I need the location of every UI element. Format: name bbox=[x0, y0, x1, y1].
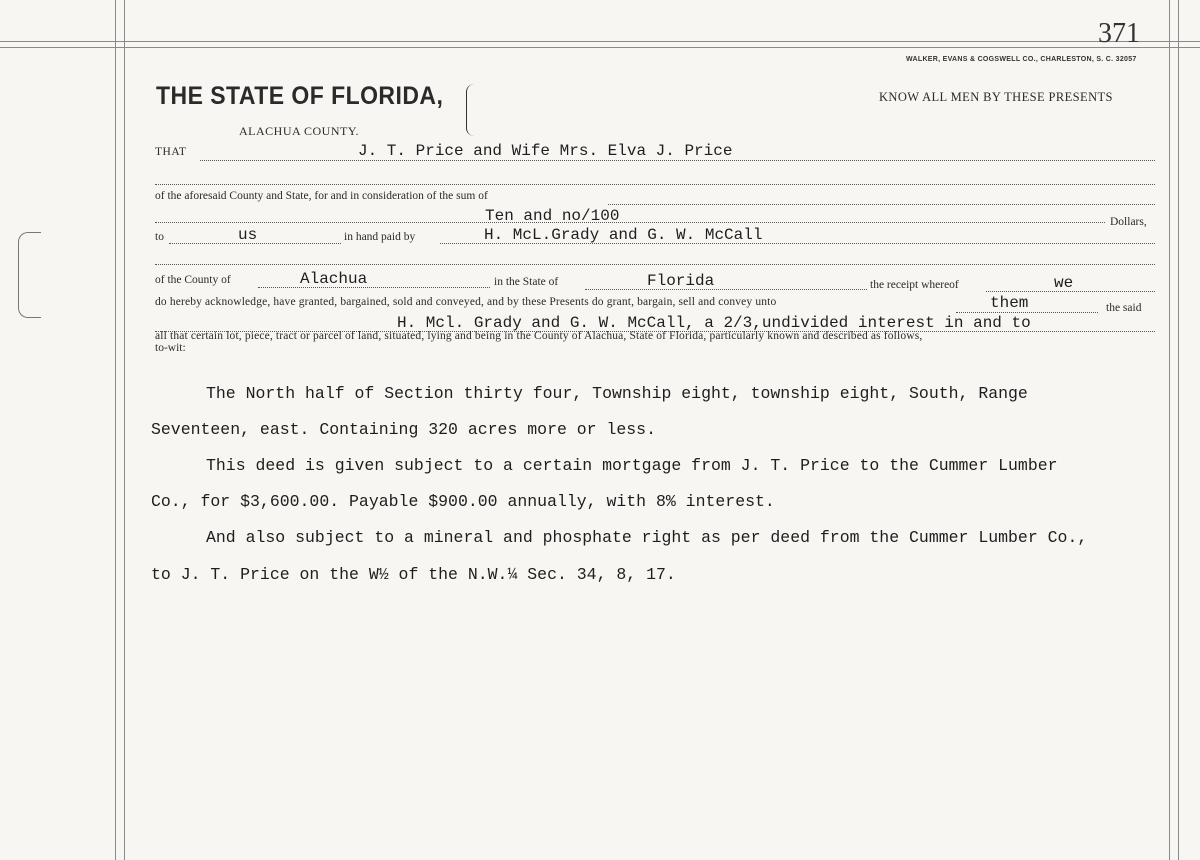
that-label: THAT bbox=[155, 146, 187, 158]
county-heading: ALACHUA COUNTY. bbox=[239, 124, 359, 138]
to-field: us bbox=[238, 226, 258, 244]
heading-brace bbox=[466, 84, 477, 136]
blank-line-2 bbox=[155, 264, 1155, 265]
page-number: 371 bbox=[1098, 18, 1140, 49]
unto-line bbox=[956, 312, 1098, 313]
right-margin-rule bbox=[1169, 0, 1170, 860]
dollars-label: Dollars, bbox=[1110, 216, 1147, 228]
printer-imprint: WALKER, EVANS & COGSWELL CO., CHARLESTON, S. C. 32057 bbox=[906, 56, 1137, 63]
state-heading: THE STATE OF FLORIDA, bbox=[156, 82, 444, 110]
top-rule bbox=[0, 41, 1200, 42]
binding-clip-mark bbox=[18, 232, 41, 318]
left-margin-rule-inner bbox=[124, 0, 125, 860]
to-label: to bbox=[155, 231, 164, 243]
sum-line bbox=[155, 222, 1105, 223]
know-all-heading: KNOW ALL MEN BY THESE PRESENTS bbox=[879, 90, 1113, 104]
description-line-6: to J. T. Price on the W½ of the N.W.¼ Sec. 34, 8, 17. bbox=[151, 565, 676, 584]
county-of-label: of the County of bbox=[155, 274, 231, 286]
description-line-1: The North half of Section thirty four, Township eight, township eight, South, Range bbox=[206, 384, 1028, 403]
consideration-label: of the aforesaid County and State, for and in consideration of the sum of bbox=[155, 190, 488, 202]
the-said-label: the said bbox=[1106, 302, 1142, 314]
all-that-text: all that certain lot, piece, tract or parcel of land, situated, lying and being in the County of Alachua, State of Florida, particularly known and described as follows, bbox=[155, 330, 923, 342]
state-of-label: in the State of bbox=[494, 276, 559, 288]
state-field: Florida bbox=[647, 272, 715, 290]
description-line-5: And also subject to a mineral and phosphate right as per deed from the Cummer Lumber Co., bbox=[206, 528, 1088, 547]
consideration-line bbox=[608, 204, 1155, 205]
grantees-field: H. Mcl. Grady and G. W. McCall, a 2/3,undivided interest in and to bbox=[397, 314, 1031, 332]
receipt-label: the receipt whereof bbox=[870, 279, 959, 291]
right-margin-rule-outer bbox=[1178, 0, 1179, 860]
acknowledge-text: do hereby acknowledge, have granted, bargained, sold and conveyed, and by these Presents do grant, bargain, sell and convey unto bbox=[155, 296, 777, 308]
description-line-4: Co., for $3,600.00. Payable $900.00 annually, with 8% interest. bbox=[151, 492, 775, 511]
left-margin-rule bbox=[115, 0, 116, 860]
to-wit-label: to-wit: bbox=[155, 342, 186, 354]
unto-field: them bbox=[990, 294, 1029, 312]
paid-by-field: H. McL.Grady and G. W. McCall bbox=[484, 226, 763, 244]
county-field: Alachua bbox=[300, 270, 368, 288]
top-rule-inner bbox=[0, 47, 1200, 48]
state-line bbox=[585, 289, 867, 290]
receipt-field: we bbox=[1054, 274, 1074, 292]
grantors-field: J. T. Price and Wife Mrs. Elva J. Price bbox=[358, 142, 733, 160]
that-line bbox=[200, 160, 1155, 161]
paid-by-label: in hand paid by bbox=[344, 231, 416, 243]
sum-field: Ten and no/100 bbox=[485, 207, 620, 225]
county-line bbox=[258, 287, 490, 288]
description-line-3: This deed is given subject to a certain mortgage from J. T. Price to the Cummer Lumber bbox=[206, 456, 1058, 475]
description-line-2: Seventeen, east. Containing 320 acres more or less. bbox=[151, 420, 656, 439]
blank-line-1 bbox=[155, 184, 1155, 185]
